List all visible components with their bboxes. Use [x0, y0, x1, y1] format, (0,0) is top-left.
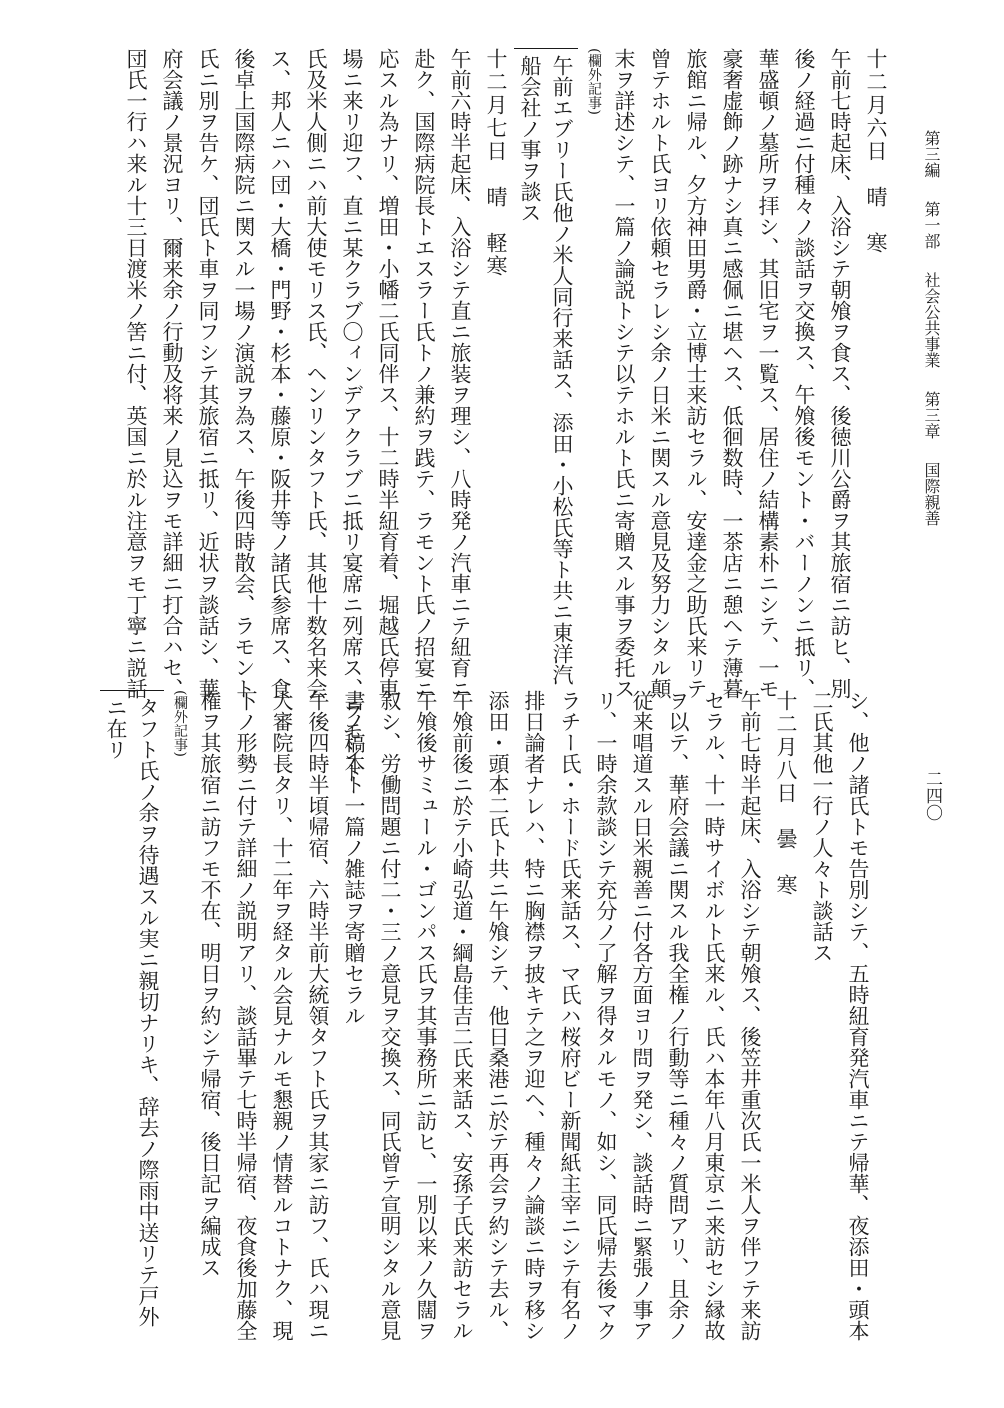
- page-number: 二四〇: [922, 770, 942, 821]
- text-line: 団氏一行ハ来ル十三日渡米ノ筈ニ付、英国ニ於ル注意ヲモ丁寧ニ説話: [124, 48, 148, 699]
- text-line: 曾テホルト氏ヨリ依頼セラレシ余ノ日米ニ関スル意見及努力シタル顛: [648, 48, 672, 699]
- marginal-line: 午前エブリー氏他ノ米人同行来話ス、添田・小松氏等ト共ニ東洋汽: [550, 55, 574, 685]
- text-line: 排日論者ナレハ、特ニ胸襟ヲ披キテ之ヲ迎ヘ、種々ノ論談ニ時ヲ移シ: [522, 690, 546, 1341]
- text-line: 二氏其他一行ノ人々ト談話ス: [810, 690, 834, 963]
- text-line: 書ノ稿本ト一篇ノ雑誌ヲ寄贈セラル: [342, 690, 366, 1026]
- text-line: 従来唱道スル日米親善ニ付各方面ヨリ問ヲ発シ、談話時ニ緊張ノ事ア: [630, 690, 654, 1341]
- marginal-line: 船会社ノ事ヲ談ス: [518, 55, 542, 223]
- text-line: 午前七時半起床、入浴シテ朝飧ス、後笠井重次氏一米人ヲ伴フテ来訪: [738, 690, 762, 1341]
- text-line: セラル、十一時サイボルト氏来ル、氏ハ本年八月東京ニ来訪セシ縁故: [702, 690, 726, 1341]
- text-line: 場ニ来リ迎フ、直ニ某クラブ〇ィンデアクラブニ抵リ宴席ニ列席ス、ラモント: [340, 48, 364, 783]
- text-line: 午飧前後ニ於テ小崎弘道・綱島佳吉二氏来話ス、安孫子氏来訪セラル: [450, 690, 474, 1341]
- text-line: 応スル為ナリ、増田・小幡二氏同伴ス、十二時半紐育着、堀越氏停車: [376, 48, 400, 699]
- text-line: 権ヲ其旅宿ニ訪フモ不在、明日ヲ約シテ帰宿、後日記ヲ編成ス: [198, 690, 222, 1278]
- diary-date-heading: 十二月七日 晴 軽寒: [484, 48, 508, 278]
- header-section: 第一部: [922, 201, 941, 250]
- text-line: シ、他ノ諸氏トモ告別シテ、五時紐育発汽車ニテ帰華、夜添田・頭本: [846, 690, 870, 1341]
- marginal-line: ニ在リ: [104, 697, 128, 760]
- text-line: 午後四時半頃帰宿、六時半前大統領タフト氏ヲ其家ニ訪フ、氏ハ現ニ: [306, 690, 330, 1341]
- text-line: 後卓上国際病院ニ関スル一場ノ演説ヲ為ス、午後四時散会、ラモント: [232, 48, 256, 699]
- text-line: 末ヲ詳述シテ、一篇ノ論説トシテ以テホルト氏ニ寄贈スル事ヲ委托ス: [612, 48, 636, 699]
- marginal-note: [100, 690, 164, 1350]
- header-title: 社会公共事業: [922, 272, 941, 369]
- text-line: 華盛頓ノ墓所ヲ拝シ、其旧宅ヲ一覧ス、居住ノ結構素朴ニシテ、一モ: [756, 48, 780, 699]
- marginal-note-label: (欄外記事): [172, 690, 188, 757]
- text-line: 氏ニ別ヲ告ケ、団氏ト車ヲ同フシテ其旅宿ニ抵リ、近状ヲ談話シ、華: [196, 48, 220, 699]
- header-part: 第三編: [922, 130, 941, 178]
- text-line: 午飧後サミュール・ゴンパス氏ヲ其事務所ニ訪ヒ、一別以来ノ久闊ヲ: [414, 690, 438, 1341]
- marginal-line: タフト氏ノ余ヲ待遇スル実ニ親切ナリキ、辞去ノ際雨中送リテ戸外: [136, 697, 160, 1327]
- text-line: リ、一時余款談シテ充分ノ了解ヲ得タルモノ、如シ、同氏帰去後マク: [594, 690, 618, 1341]
- text-line: 氏及米人側ニハ前大使モリス氏、ヘンリンタフト氏、其他十数名来会: [304, 48, 328, 699]
- header-chapter-title: 国際親善: [922, 462, 941, 527]
- text-line: 後ノ経過ニ付種々ノ談話ヲ交換ス、午飧後モント・バーノンニ抵リ、: [792, 48, 816, 699]
- header-chapter: 第三章: [922, 391, 941, 440]
- text-line: 府会議ノ景況ヨリ、爾来余ノ行動及将来ノ見込ヲモ詳細ニ打合ハセ、: [160, 48, 184, 699]
- text-line: 旅館ニ帰ル、夕方神田男爵・立博士来訪セラル、安達金之助氏来リテ: [684, 48, 708, 699]
- text-line: 午前六時半起床、入浴シテ直ニ旅装ヲ理シ、八時発ノ汽車ニテ紐育ニ: [448, 48, 472, 699]
- text-line: 添田・頭本二氏ト共ニ午飧シテ、他日桑港ニ於テ再会ヲ約シテ去ル、: [486, 690, 510, 1341]
- bottom-text-block: [56, 690, 876, 1350]
- diary-date-heading: 十二月八日 曇 寒: [774, 690, 798, 897]
- marginal-note-label: (欄外記事): [586, 48, 602, 115]
- marginal-note: [514, 48, 578, 685]
- text-line: ラチー氏・ホード氏来話ス、マ氏ハ桜府ビー新聞紙主宰ニシテ有名ノ: [558, 690, 582, 1341]
- text-line: 午前七時起床、入浴シテ朝飧ヲ食ス、後徳川公爵ヲ其旅宿ニ訪ヒ、別: [828, 48, 852, 699]
- diary-date-heading: 十二月六日 晴 寒: [864, 48, 888, 255]
- running-header: [920, 130, 942, 544]
- text-line: ヲ以テ、華府会議ニ関スル我全権ノ行動等ニ種々ノ質問アリ、且余ノ: [666, 690, 690, 1341]
- text-line: 大審院長タリ、十二年ヲ経タル会見ナルモ懇親ノ情替ルコトナク、現: [270, 690, 294, 1341]
- text-line: 赴ク、国際病院長トエスラー氏トノ兼約ヲ践テ、ラモント氏ノ招宴ニ: [412, 48, 436, 699]
- text-line: 下ノ形勢ニ付テ詳細ノ説明アリ、談話畢テ七時半帰宿、夜食後加藤全: [234, 690, 258, 1341]
- text-line: 豪奢虚飾ノ跡ナシ真ニ感佩ニ堪ヘス、低徊数時、一茶店ニ憩ヘテ薄暮: [720, 48, 744, 699]
- text-line: 叙シ、労働問題ニ付二・三ノ意見ヲ交換ス、同氏曾テ宣明シタル意見: [378, 690, 402, 1341]
- text-line: ス、邦人ニハ団・大橋・門野・杉本・藤原・阪井等ノ諸氏参席ス、食: [268, 48, 292, 699]
